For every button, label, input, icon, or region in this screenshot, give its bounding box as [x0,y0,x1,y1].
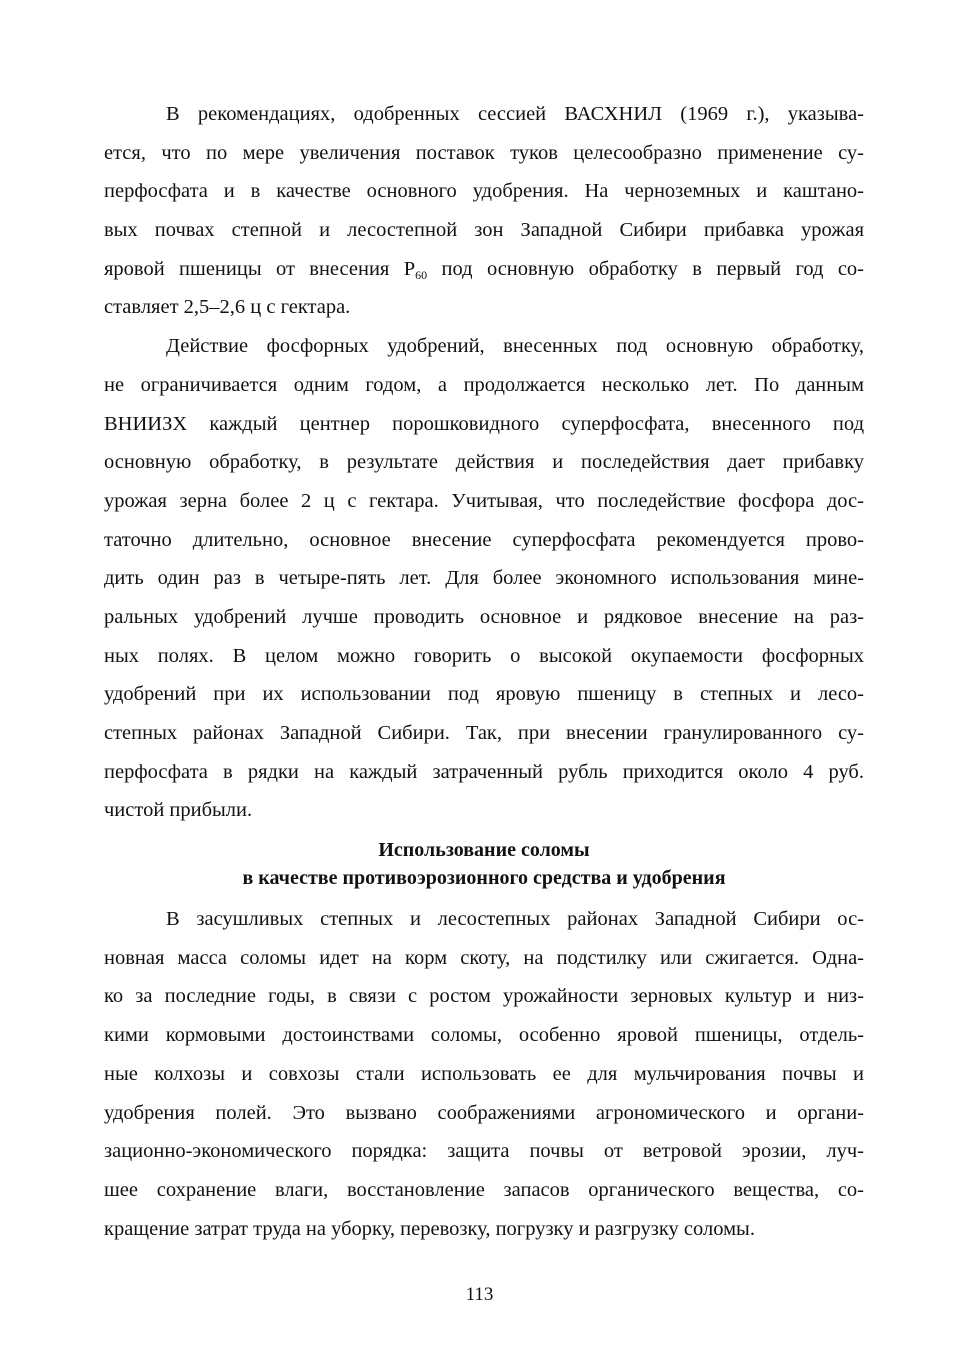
paragraph-1 [104,95,864,327]
text-line: не ограничивается одним годом, а продолжается несколько лет. По данным [104,373,864,396]
text-line: ральных удобрений лучше проводить основное и рядковое внесение на раз- [104,605,864,628]
paragraph-3 [104,900,864,1248]
section-heading [104,836,864,892]
text-line: удобрений при их использовании под яровую пшеницу в степных и лесо- [104,683,864,706]
text-line: перфосфата в рядки на каждый затраченный рубль приходится около 4 руб. [104,760,864,783]
text-line: перфосфата и в качестве основного удобрения. На черноземных и каштано- [104,180,864,203]
heading-line-1: Использование соломы [378,839,590,862]
text-line: Действие фосфорных удобрений, внесенных под основную обработку, [166,335,864,358]
text-line: степных районах Западной Сибири. Так, при внесении гранулированного су- [104,722,864,744]
text-line: дить один раз в четыре-пять лет. Для более экономного использования мине- [104,567,864,590]
text-line: новная масса соломы идет на корм скоту, на подстилку или сжигается. Одна- [104,946,864,969]
text-line: кращение затрат труда на уборку, перевозку, погрузку и разгрузку соломы. [104,1217,755,1240]
text-fragment: яровой пшеницы от внесения Р [104,257,416,280]
text-line: основную обработку, в результате действия и последействия дает прибавку [104,451,864,474]
text-line: шее сохранение влаги, восстановление запасов органического вещества, со- [104,1178,864,1201]
subscript: 60 [415,267,428,282]
text-line: кими кормовыми достоинствами соломы, особенно яровой пшеницы, отдель- [104,1024,864,1047]
text-line: таточно длительно, основное внесение суперфосфата рекомендуется прово- [104,528,864,551]
page-number: 113 [465,1284,494,1305]
text-line: удобрения полей. Это вызвано соображениями агрономического и органи- [104,1101,864,1124]
text-fragment: под основную обработку в первый год со- [427,257,864,280]
text-line: ется, что по мере увеличения поставок туков целесообразно применение су- [104,141,864,164]
text-line: ных полях. В целом можно говорить о высокой окупаемости фосфорных [104,644,864,667]
text-line: ВНИИЗХ каждый центнер порошковидного суперфосфата, внесенного под [104,412,864,435]
heading-line-2: в качестве противоэрозионного средства и удобрения [242,867,726,890]
text-line: ставляет 2,5–2,6 ц с гектара. [104,296,351,319]
text-line: чистой прибыли. [104,799,253,822]
text-line: ные колхозы и совхозы стали использовать ее для мульчирования почвы и [104,1062,864,1085]
text-line: В засушливых степных и лесостепных районах Западной Сибири ос- [166,908,864,931]
text-line: В рекомендациях, одобренных сессией ВАСХНИЛ (1969 г.), указыва- [166,103,864,125]
text-line: зационно-экономического порядка: защита почвы от ветровой эрозии, луч- [104,1140,864,1163]
text-line: вых почвах степной и лесостепной зон Западной Сибири прибавка урожая [104,219,864,242]
text-line-with-subscript [104,250,864,289]
paragraph-2 [104,327,864,830]
page-body [104,95,864,1248]
text-line: ко за последние годы, в связи с ростом урожайности зерновых культур и низ- [104,985,864,1008]
text-line: урожая зерна более 2 ц с гектара. Учитывая, что последействие фосфора дос- [104,489,864,512]
